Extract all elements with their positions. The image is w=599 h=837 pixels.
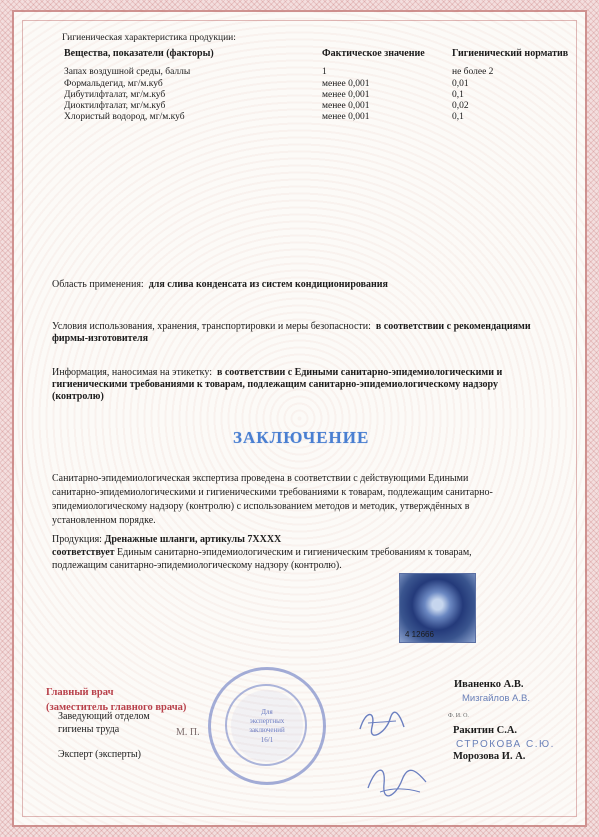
table-cell: 0,1 [452, 112, 464, 122]
table-cell: 0,02 [452, 101, 469, 111]
labeling-value-2: гигиеническими требованиями к товарам, подлежащим санитарно-эпидемиологическому надзору [52, 379, 498, 390]
labeling-block [52, 367, 572, 403]
stamp-text: Для [261, 708, 273, 716]
head-dept-label-1: Заведующий отделом [58, 711, 150, 722]
paragraph-line: эпидемиологическому надзору (контролю) с использованием методов и методик, утверждённых в [52, 501, 470, 512]
conditions-label: Условия использования, хранения, транспортировки и меры безопасности: [52, 321, 371, 332]
stamp-text: 16/1 [260, 736, 274, 744]
mp-label: М. П. [176, 727, 200, 738]
name-2-stamp: СТРОКОВА С.Ю. [456, 739, 555, 750]
table-cell: менее 0,001 [322, 112, 370, 122]
table-cell: менее 0,001 [322, 101, 370, 111]
table-cell: Запах воздушной среды, баллы [64, 67, 191, 77]
table-cell: Хлористый водород, мг/м.куб [64, 112, 185, 122]
name-2: Ракитин С.А. [453, 725, 518, 736]
complies-word: соответствует [52, 547, 115, 558]
paragraph-line: санитарно-эпидемиологическими и гигиеническими требованиями к товарам, подлежащим санитарно- [52, 487, 493, 498]
stamp-text: заключений [249, 726, 285, 734]
deputy-label: (заместитель главного врача) [46, 702, 187, 713]
table-cell: Дибутилфталат, мг/м.куб [64, 90, 166, 100]
conditions-block [52, 321, 562, 345]
table-cell: 0,1 [452, 90, 464, 100]
table-cell: Формальдегид, мг/м.куб [64, 79, 163, 89]
table-cell: 1 [322, 67, 327, 77]
product-line [52, 533, 572, 547]
name-1: Иваненко А.В. [454, 679, 524, 690]
round-stamp [208, 667, 326, 785]
conditions-value-1: в соответствии с рекомендациями [375, 321, 531, 332]
paragraph-line: Санитарно-эпидемиологическая экспертиза проведена в соответствии с действующими Едиными [52, 473, 469, 484]
table-cell: менее 0,001 [322, 90, 370, 100]
product-label: Продукция: [52, 534, 102, 545]
complies-rest: Единым санитарно-эпидемиологическим и гигиеническим требованиям к товарам, [117, 547, 472, 558]
hygiene-heading: Гигиеническая характеристика продукции: [62, 33, 236, 43]
complies-line-2: подлежащим санитарно-эпидемиологическому надзору (контролю). [52, 560, 342, 571]
head-dept-label-2: гигиены труда [58, 724, 120, 735]
stamp-inner-ring [225, 684, 307, 766]
labeling-label: Информация, наносимая на этикетку: [52, 367, 212, 378]
conditions-value-2: фирмы-изготовителя [52, 333, 149, 344]
table-cell: менее 0,001 [322, 79, 370, 89]
scope-line [52, 279, 388, 291]
conclusion-title: ЗАКЛЮЧЕНИЕ [233, 428, 370, 447]
name-1-stamp: Мизгайлов А.В. [462, 693, 530, 704]
hologram-number: 4 12666 [405, 630, 434, 639]
column-header-substance: Вещества, показатели (факторы) [64, 48, 214, 59]
signature-scribble-1 [356, 705, 408, 739]
table-cell: не более 2 [452, 67, 494, 77]
labeling-value-1: в соответствии с Едиными санитарно-эпидемиологическими и [216, 367, 503, 378]
chief-doctor-label: Главный врач [46, 687, 114, 698]
labeling-value-3: (контролю) [52, 391, 104, 402]
stamp-text: экспертных [249, 717, 285, 725]
column-header-actual: Фактическое значение [322, 48, 425, 59]
conclusion-paragraph [52, 472, 562, 528]
fio-label: Ф. И. О. [448, 713, 469, 719]
complies-line [52, 546, 572, 560]
experts-label: Эксперт (эксперты) [58, 749, 141, 760]
scope-value: для слива конденсата из систем кондиционирования [148, 279, 388, 290]
paragraph-line: установленном порядке. [52, 515, 156, 526]
column-header-norm: Гигиенический норматив [452, 48, 569, 59]
table-cell: Диоктилфталат, мг/м.куб [64, 101, 166, 111]
signature-scribble-2 [362, 758, 432, 800]
scope-label: Область применения: [52, 279, 144, 290]
product-value: Дренажные шланги, артикулы 7XXXX [104, 534, 282, 545]
name-3: Морозова И. А. [453, 751, 526, 762]
table-cell: 0,01 [452, 79, 469, 89]
